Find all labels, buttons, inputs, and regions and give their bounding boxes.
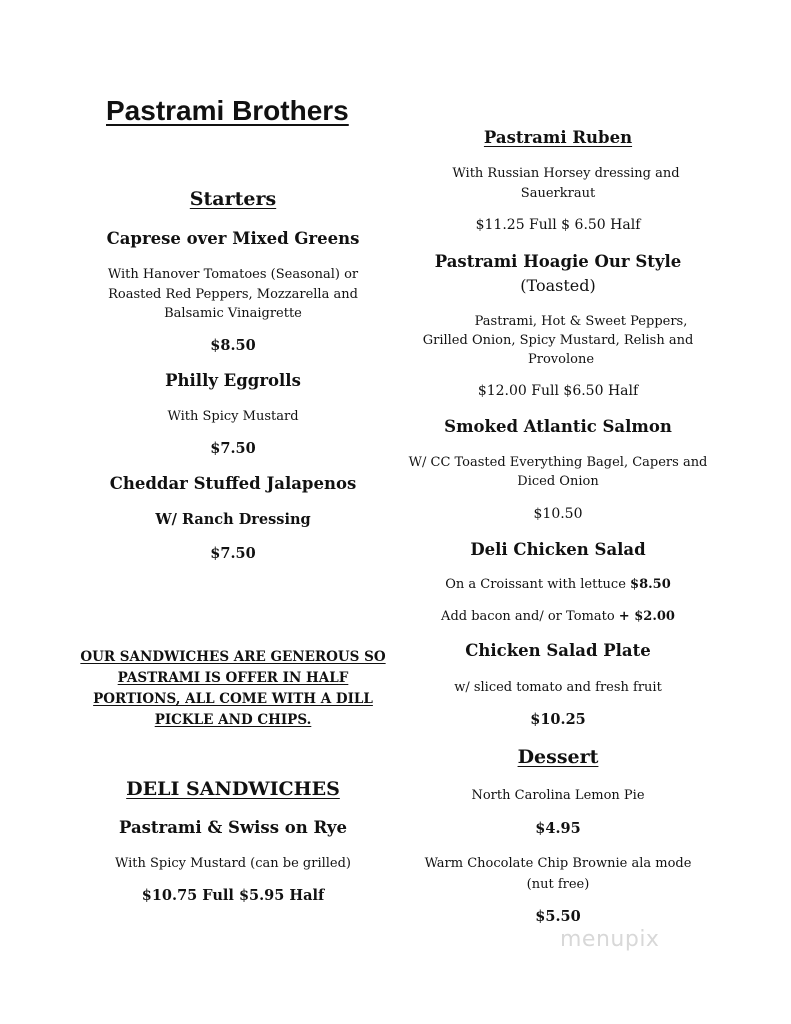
- brownie-name-1: Warm Chocolate Chip Brownie ala mode: [424, 856, 692, 871]
- caprese-desc-2: Roasted Red Peppers, Mozzarella and: [108, 287, 358, 302]
- pastrami-swiss-price: $10.75 Full $5.95 Half: [141, 887, 325, 904]
- chicken-salad-line-1-price: $8.50: [630, 577, 671, 592]
- caprese-name: Caprese over Mixed Greens: [106, 229, 360, 248]
- lemon-pie-price: $4.95: [535, 820, 581, 837]
- hoagie-desc-3: Provolone: [528, 352, 595, 367]
- hoagie-price: $12.00 Full $6.50 Half: [477, 383, 639, 399]
- caprese-price: $8.50: [210, 337, 256, 354]
- hoagie-desc-1: Pastrami, Hot & Sweet Peppers,: [474, 314, 688, 329]
- reuben-name: Pastrami Ruben: [483, 128, 633, 147]
- jalapenos-name: Cheddar Stuffed Jalapenos: [109, 474, 357, 493]
- salmon-name: Smoked Atlantic Salmon: [444, 417, 672, 436]
- brownie-name-2: (nut free): [526, 877, 590, 892]
- hoagie-name: Pastrami Hoagie Our Style: [434, 252, 682, 271]
- chicken-salad-name: Deli Chicken Salad: [470, 540, 646, 559]
- deli-heading: DELI SANDWICHES: [126, 778, 340, 800]
- notice-line-3: PORTIONS, ALL COME WITH A DILL: [93, 691, 373, 707]
- brownie-price: $5.50: [535, 908, 581, 925]
- reuben-price: $11.25 Full $ 6.50 Half: [475, 217, 641, 233]
- reuben-desc-1: With Russian Horsey dressing and: [452, 166, 680, 181]
- chicken-plate-price: $10.25: [530, 711, 586, 728]
- eggrolls-name: Philly Eggrolls: [165, 371, 301, 390]
- eggrolls-desc: With Spicy Mustard: [167, 409, 299, 424]
- notice-line-2: PASTRAMI IS OFFER IN HALF: [117, 670, 349, 686]
- notice-line-4: PICKLE AND CHIPS.: [154, 712, 312, 728]
- jalapenos-price: $7.50: [210, 545, 256, 562]
- chicken-salad-line-2: [441, 607, 675, 627]
- pastrami-swiss-name: Pastrami & Swiss on Rye: [118, 818, 348, 837]
- menupix-watermark: menupix: [560, 927, 660, 952]
- chicken-salad-line-2-price: + $2.00: [618, 609, 675, 624]
- restaurant-title: Pastrami Brothers: [106, 95, 349, 126]
- hoagie-desc-2: Grilled Onion, Spicy Mustard, Relish and: [422, 333, 694, 348]
- chicken-salad-line-1-text: On a Croissant with lettuce: [445, 577, 626, 592]
- hoagie-subtitle: (Toasted): [520, 276, 596, 295]
- dessert-heading: Dessert: [517, 746, 599, 768]
- starters-heading: Starters: [189, 188, 277, 210]
- lemon-pie-name: North Carolina Lemon Pie: [471, 788, 645, 803]
- eggrolls-price: $7.50: [210, 440, 256, 457]
- pastrami-swiss-desc: With Spicy Mustard (can be grilled): [114, 856, 352, 871]
- chicken-plate-name: Chicken Salad Plate: [465, 641, 651, 660]
- salmon-desc-2: Diced Onion: [517, 474, 599, 489]
- caprese-desc-1: With Hanover Tomatoes (Seasonal) or: [107, 267, 359, 282]
- notice-line-1: OUR SANDWICHES ARE GENEROUS SO: [80, 649, 386, 665]
- caprese-desc-3: Balsamic Vinaigrette: [164, 306, 302, 321]
- chicken-salad-line-1: [445, 575, 671, 595]
- salmon-desc-1: W/ CC Toasted Everything Bagel, Capers and: [408, 455, 708, 470]
- chicken-salad-line-2-text: Add bacon and/ or Tomato: [441, 609, 615, 624]
- jalapenos-desc: W/ Ranch Dressing: [155, 511, 311, 528]
- reuben-desc-2: Sauerkraut: [520, 186, 596, 201]
- salmon-price: $10.50: [533, 506, 583, 522]
- chicken-plate-desc: w/ sliced tomato and fresh fruit: [454, 680, 662, 695]
